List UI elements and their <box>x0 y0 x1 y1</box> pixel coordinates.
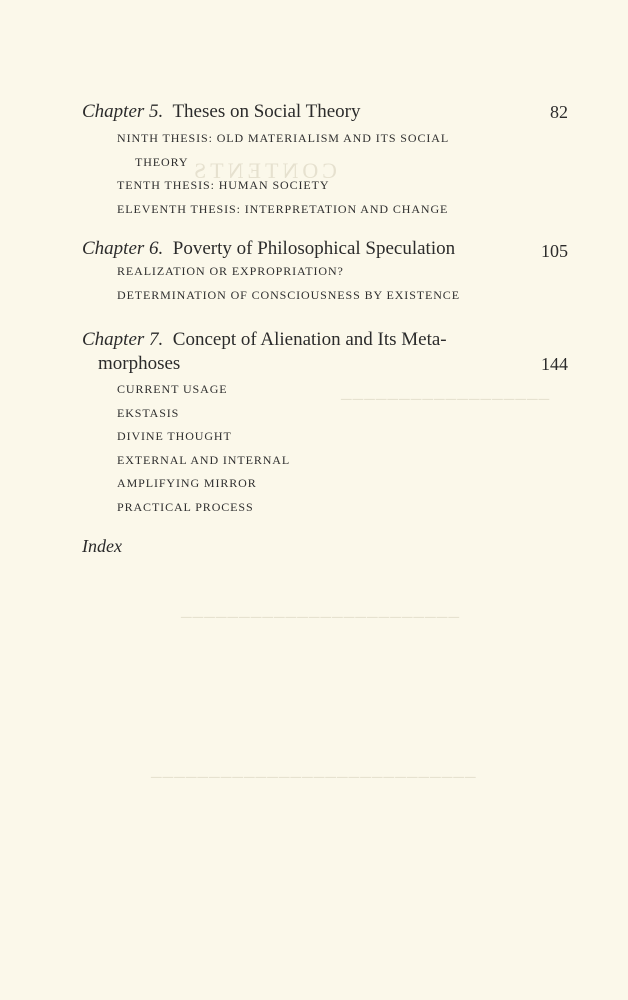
section-list <box>82 127 568 221</box>
bleed-through-line: ──────────────────────── <box>180 610 460 626</box>
chapter-heading <box>82 100 568 124</box>
toc-entry-chapter-6[interactable] <box>82 237 568 307</box>
page-number: 82 <box>550 102 568 122</box>
bleed-through-line: ────────────────── <box>340 392 550 408</box>
page-number: 144 <box>541 354 568 374</box>
chapter-title: Concept of Alienation and Its Meta- <box>172 329 447 350</box>
toc-entry-chapter-7[interactable] <box>82 328 568 519</box>
toc-entry-chapter-5[interactable] <box>82 100 568 221</box>
chapter-title: Poverty of Philosophical Speculation <box>172 238 456 259</box>
bleed-through-heading: CONTENTS <box>190 158 337 183</box>
section-item: EXTERNAL AND INTERNAL <box>117 452 291 467</box>
chapter-title-continuation: morphoses <box>98 353 181 374</box>
section-item: EKSTASIS <box>117 405 180 420</box>
section-item: ELEVENTH THESIS: INTERPRETATION AND CHANGE <box>117 201 449 216</box>
bleed-through-line: ──────────────────────────── <box>150 770 476 786</box>
chapter-heading <box>82 328 568 376</box>
section-item: PRACTICAL PROCESS <box>117 499 254 514</box>
chapter-heading <box>82 237 568 261</box>
section-item: DETERMINATION OF CONSCIOUSNESS BY EXISTENCE <box>117 287 460 302</box>
chapter-title: Theses on Social Theory <box>172 101 361 122</box>
section-item: CURRENT USAGE <box>117 382 228 396</box>
page-number: 105 <box>541 241 568 261</box>
section-list <box>82 260 568 307</box>
section-item: TENTH THESIS: HUMAN SOCIETY <box>117 178 330 192</box>
section-item-continuation: THEORY <box>135 154 189 169</box>
chapter-label: Chapter 5. <box>82 101 164 122</box>
section-item: DIVINE THOUGHT <box>117 429 232 443</box>
section-list <box>82 378 568 519</box>
section-item: NINTH THESIS: OLD MATERIALISM AND ITS SOCIAL <box>117 131 450 145</box>
section-item: REALIZATION OR EXPROPRIATION? <box>117 264 344 278</box>
toc-entry-index[interactable]: Index <box>82 536 122 556</box>
section-item: AMPLIFYING MIRROR <box>117 476 257 490</box>
chapter-label: Chapter 7. <box>82 329 164 350</box>
chapter-label: Chapter 6. <box>82 238 164 259</box>
